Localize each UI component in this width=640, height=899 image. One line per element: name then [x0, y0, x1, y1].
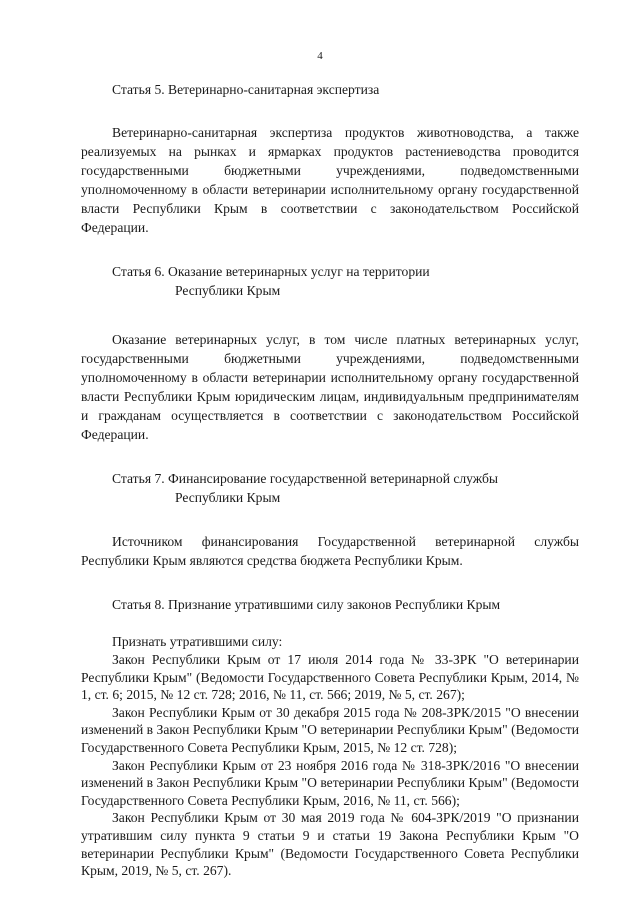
repealed-law-item: Закон Республики Крым от 30 декабря 2015 года № 208-ЗРК/2015 "О внесении изменений в Закон Республики Крым "О ветеринарии Республики Крым" (Ведомости Государственного Совета Республики Крым, 2015, № 12 ст. 728);	[81, 704, 579, 755]
article-8-heading	[81, 595, 579, 614]
article-7-title: Статья 7. Финансирование государственной ветеринарной службы	[112, 471, 499, 486]
article-7-heading	[81, 469, 579, 507]
article-8-title: Статья 8. Признание утратившими силу законов Республики Крым	[112, 597, 501, 612]
article-6-heading	[81, 262, 579, 300]
article-7-paragraph: Источником финансирования Государственной ветеринарной службы Республики Крым являются средства бюджета Республики Крым.	[81, 534, 579, 568]
repealed-laws-list	[81, 651, 579, 880]
article-5-title: Статья 5. Ветеринарно-санитарная экспертиза	[112, 82, 380, 97]
document-body	[81, 80, 579, 880]
article-8-intro: Признать утратившими силу:	[112, 634, 283, 649]
article-5-paragraph: Ветеринарно-санитарная экспертиза продуктов животноводства, а также реализуемых на рынках и ярмарках продуктов растениеводства проводится государственными бюджетными учреждениями, подведомственными уполномоченному в области ветеринарии исполнительному органу государственной власти Республики Крым в соответствии с законодательством Российской Федерации.	[81, 125, 579, 235]
article-6-title-continuation: Республики Крым	[175, 283, 281, 298]
page-number: 4	[317, 50, 323, 62]
article-5-heading	[81, 80, 579, 99]
repealed-law-item: Закон Республики Крым от 23 ноября 2016 года № 318-ЗРК/2016 "О внесении изменений в Закон Республики Крым "О ветеринарии Республики Крым" (Ведомости Государственного Совета Республики Крым, 2016, № 11, ст. 566);	[81, 757, 579, 808]
article-7-title-continuation: Республики Крым	[175, 490, 281, 505]
repealed-law-item: Закон Республики Крым от 30 мая 2019 года № 604-ЗРК/2019 "О признании утратившим силу пункта 9 статьи 9 и статьи 19 Закона Республики Крым "О ветеринарии Республики Крым" (Ведомости Государственного Совета Республики Крым, 2019, № 5, ст. 267).	[81, 810, 579, 879]
repealed-law-item: Закон Республики Крым от 17 июля 2014 года № 33-ЗРК "О ветеринарии Республики Крым" (Ведомости Государственного Совета Республики Крым, 2014, № 1, ст. 6; 2015, № 12 ст. 728; 2016, № 11, ст. 566; 2019, № 5, ст. 267);	[81, 652, 579, 703]
article-6-title: Статья 6. Оказание ветеринарных услуг на территории	[112, 264, 430, 279]
article-6-paragraph: Оказание ветеринарных услуг, в том числе платных ветеринарных услуг, государственными бюджетными учреждениями, подведомственными уполномоченному в области ветеринарии исполнительному органу государственной власти Республики Крым юридическим лицам, индивидуальным предпринимателям и гражданам осуществляется в соответствии с законодательством Российской Федерации.	[81, 332, 579, 442]
